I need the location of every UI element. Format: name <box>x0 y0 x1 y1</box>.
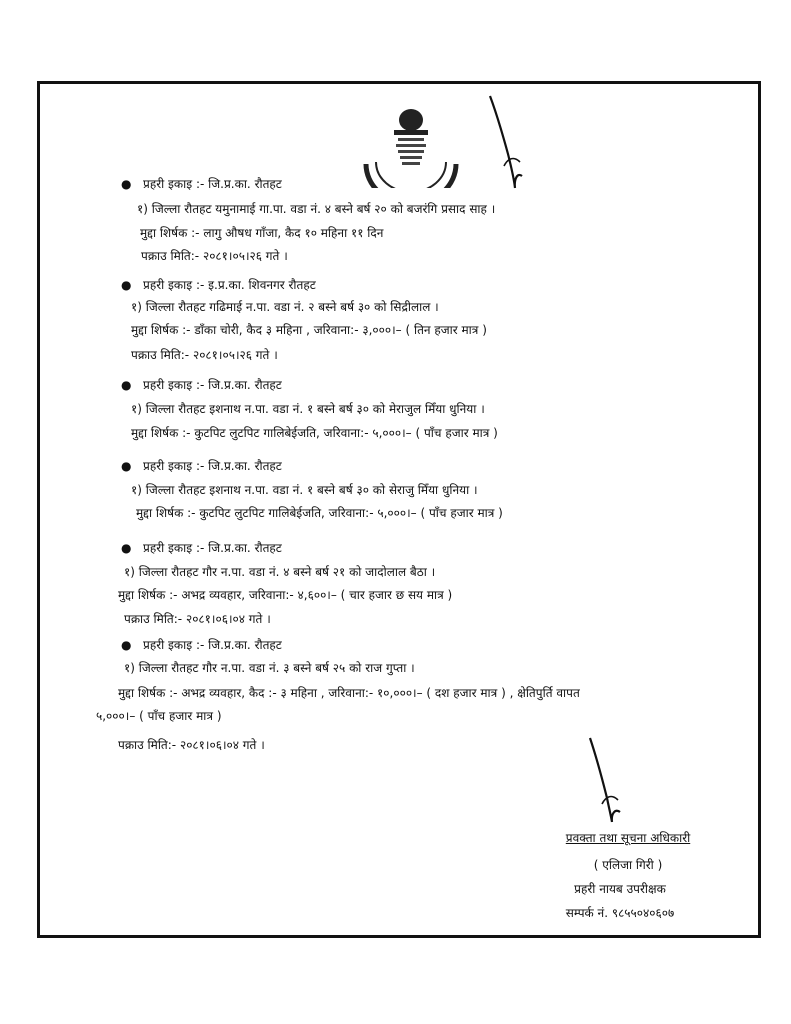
arrest-date: पक्राउ मिति:- २०८१।०६।०४ गते । <box>124 612 271 626</box>
case-title: मुद्दा शिर्षक :- कुटपिट लुटपिट गालिबेईजति, जरिवाना:- ५,०००।– ( पाँच हजार मात्र ) <box>131 426 498 440</box>
arrest-detail: १) जिल्ला रौतहट गढिमाई न.पा. वडा नं. २ बस्ने बर्ष ३० को सिद्रीलाल । <box>131 300 439 314</box>
signature-top <box>484 92 532 192</box>
arrest-date: पक्राउ मिति:- २०८१।०६।०४ गते । <box>118 738 265 752</box>
signature-bottom <box>584 734 634 826</box>
police-unit: प्रहरी इकाइ :- इ.प्र.का. शिवनगर रौतहट <box>143 278 316 292</box>
arrest-detail: १) जिल्ला रौतहट गौर न.पा. वडा नं. ३ बस्ने बर्ष २५ को राज गुप्ता । <box>124 661 415 675</box>
case-title: मुद्दा शिर्षक :- अभद्र व्यवहार, जरिवाना:- ४,६००।– ( चार हजार छ सय मात्र ) <box>118 588 453 602</box>
police-unit: प्रहरी इकाइ :- जि.प्र.का. रौतहट <box>143 541 282 555</box>
arrest-date: पक्राउ मिति:- २०८१।०५।२६ गते । <box>131 348 278 362</box>
police-unit: प्रहरी इकाइ :- जि.प्र.का. रौतहट <box>143 638 282 652</box>
contact-number: सम्पर्क नं. ९८५५०४०६०७ <box>565 906 675 920</box>
bullet-icon: ● <box>121 459 132 473</box>
police-seal-stamp <box>358 104 464 188</box>
police-unit: प्रहरी इकाइ :- जि.प्र.का. रौतहट <box>143 459 282 473</box>
bullet-icon: ● <box>121 278 132 292</box>
arrest-detail: १) जिल्ला रौतहट इशनाथ न.पा. वडा नं. १ बस्ने बर्ष ३० को मेराजुल मिँया धुनिया । <box>131 402 485 416</box>
officer-title: प्रवक्ता तथा सूचना अधिकारी <box>565 831 691 845</box>
officer-name: ( एलिजा गिरी ) <box>593 858 663 872</box>
arrest-detail: १) जिल्ला रौतहट यमुनामाई गा.पा. वडा नं. ४ बस्ने बर्ष २० को बजरंगि प्रसाद साह । <box>137 202 496 216</box>
police-unit: प्रहरी इकाइ :- जि.प्र.का. रौतहट <box>143 378 282 392</box>
case-title-continued: ५,०००।– ( पाँच हजार मात्र ) <box>96 709 222 723</box>
police-unit: प्रहरी इकाइ :- जि.प्र.का. रौतहट <box>143 177 282 191</box>
case-title: मुद्दा शिर्षक :- अभद्र व्यवहार, कैद :- ३ महिना , जरिवाना:- १०,०००।– ( दश हजार मात्र ) , क्षेतिपुर्ति वापत <box>118 686 580 700</box>
officer-rank: प्रहरी नायब उपरीक्षक <box>574 882 666 896</box>
bullet-icon: ● <box>121 177 132 191</box>
arrest-detail: १) जिल्ला रौतहट गौर न.पा. वडा नं. ४ बस्ने बर्ष २१ को जादोलाल बैठा । <box>124 565 436 579</box>
case-title: मुद्दा शिर्षक :- डाँका चोरी, कैद ३ महिना , जरिवाना:- ३,०००।– ( तिन हजार मात्र ) <box>131 323 487 337</box>
arrest-date: पक्राउ मिति:- २०८१।०५।२६ गते । <box>141 249 288 263</box>
case-title: मुद्दा शिर्षक :- कुटपिट लुटपिट गालिबेईजति, जरिवाना:- ५,०००।– ( पाँच हजार मात्र ) <box>136 506 503 520</box>
bullet-icon: ● <box>121 541 132 555</box>
arrest-detail: १) जिल्ला रौतहट इशनाथ न.पा. वडा नं. १ बस्ने बर्ष ३० को सेराजु मिँया धुनिया । <box>131 483 478 497</box>
bullet-icon: ● <box>121 638 132 652</box>
case-title: मुद्दा शिर्षक :- लागु औषध गाँजा, कैद १० महिना ११ दिन <box>140 226 384 240</box>
bullet-icon: ● <box>121 378 132 392</box>
